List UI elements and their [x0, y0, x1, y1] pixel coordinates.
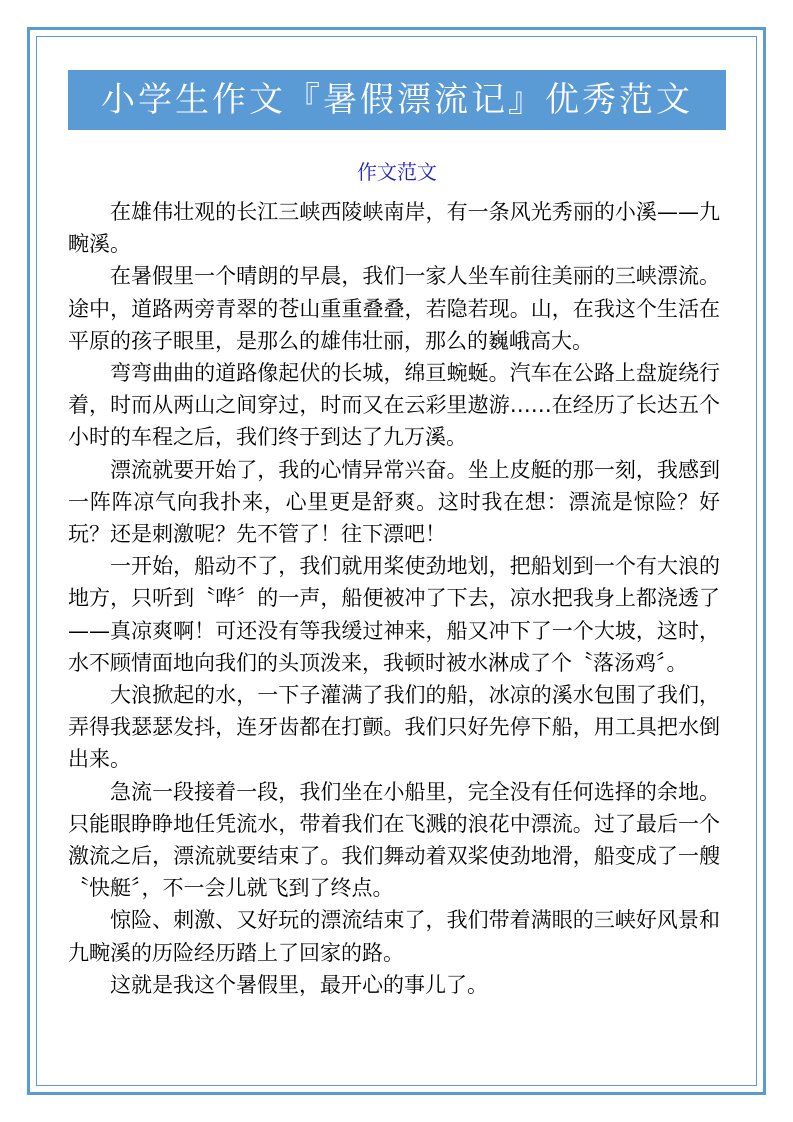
paragraph-9: 这就是我这个暑假里，最开心的事儿了。	[110, 972, 488, 997]
paragraph-2: 在暑假里一个晴朗的早晨，我们一家人坐车前往美丽的三峡漂流。途中，道路两旁青翠的苍山重重叠叠，若隐若现。山，在我这个生活在平原的孩子眼里，是那么的雄伟壮丽，那么的巍峨高大。	[68, 264, 720, 353]
paragraph-1: 在雄伟壮观的长江三峡西陵峡南岸，有一条风光秀丽的小溪——九畹溪。	[68, 200, 720, 257]
title-banner: 小学生作文『暑假漂流记』优秀范文	[68, 70, 726, 130]
paragraph-3: 弯弯曲曲的道路像起伏的长城，绵亘蜿蜒。汽车在公路上盘旋绕行着，时而从两山之间穿过，时而又在云彩里遨游……在经历了长达五个小时的车程之后，我们终于到达了九万溪。	[68, 361, 720, 450]
subtitle: 作文范文	[357, 160, 437, 184]
paragraph-5: 一开始，船动不了，我们就用桨使劲地划，把船划到一个有大浪的地方，只听到〝哗〞的一声，船便被冲了下去，凉水把我身上都浇透了——真凉爽啊！可还没有等我缓过神来，船又冲下了一个大坡，这时，水不顾情面地向我们的头顶泼来，我顿时被水淋成了个〝落汤鸡〞。	[68, 554, 720, 675]
paragraph-6: 大浪掀起的水，一下子灌满了我们的船，冰凉的溪水包围了我们，弄得我瑟瑟发抖，连牙齿都在打颤。我们只好先停下船，用工具把水倒出来。	[68, 683, 720, 772]
essay-body	[68, 196, 720, 1001]
paragraph-4: 漂流就要开始了，我的心情异常兴奋。坐上皮艇的那一刻，我感到一阵阵凉气向我扑来，心里更是舒爽。这时我在想：漂流是惊险？好玩？还是刺激呢？先不管了！往下漂吧！	[68, 457, 720, 547]
paragraph-8: 惊险、刺激、又好玩的漂流结束了，我们带着满眼的三峡好风景和九畹溪的历险经历踏上了回家的路。	[68, 908, 720, 965]
paragraph-7: 急流一段接着一段，我们坐在小船里，完全没有任何选择的余地。只能眼睁睁地任凭流水，带着我们在飞溅的浪花中漂流。过了最后一个激流之后，漂流就要结束了。我们舞动着双桨使劲地滑，船变成了一艘〝快艇〞，不一会儿就飞到了终点。	[68, 779, 720, 901]
